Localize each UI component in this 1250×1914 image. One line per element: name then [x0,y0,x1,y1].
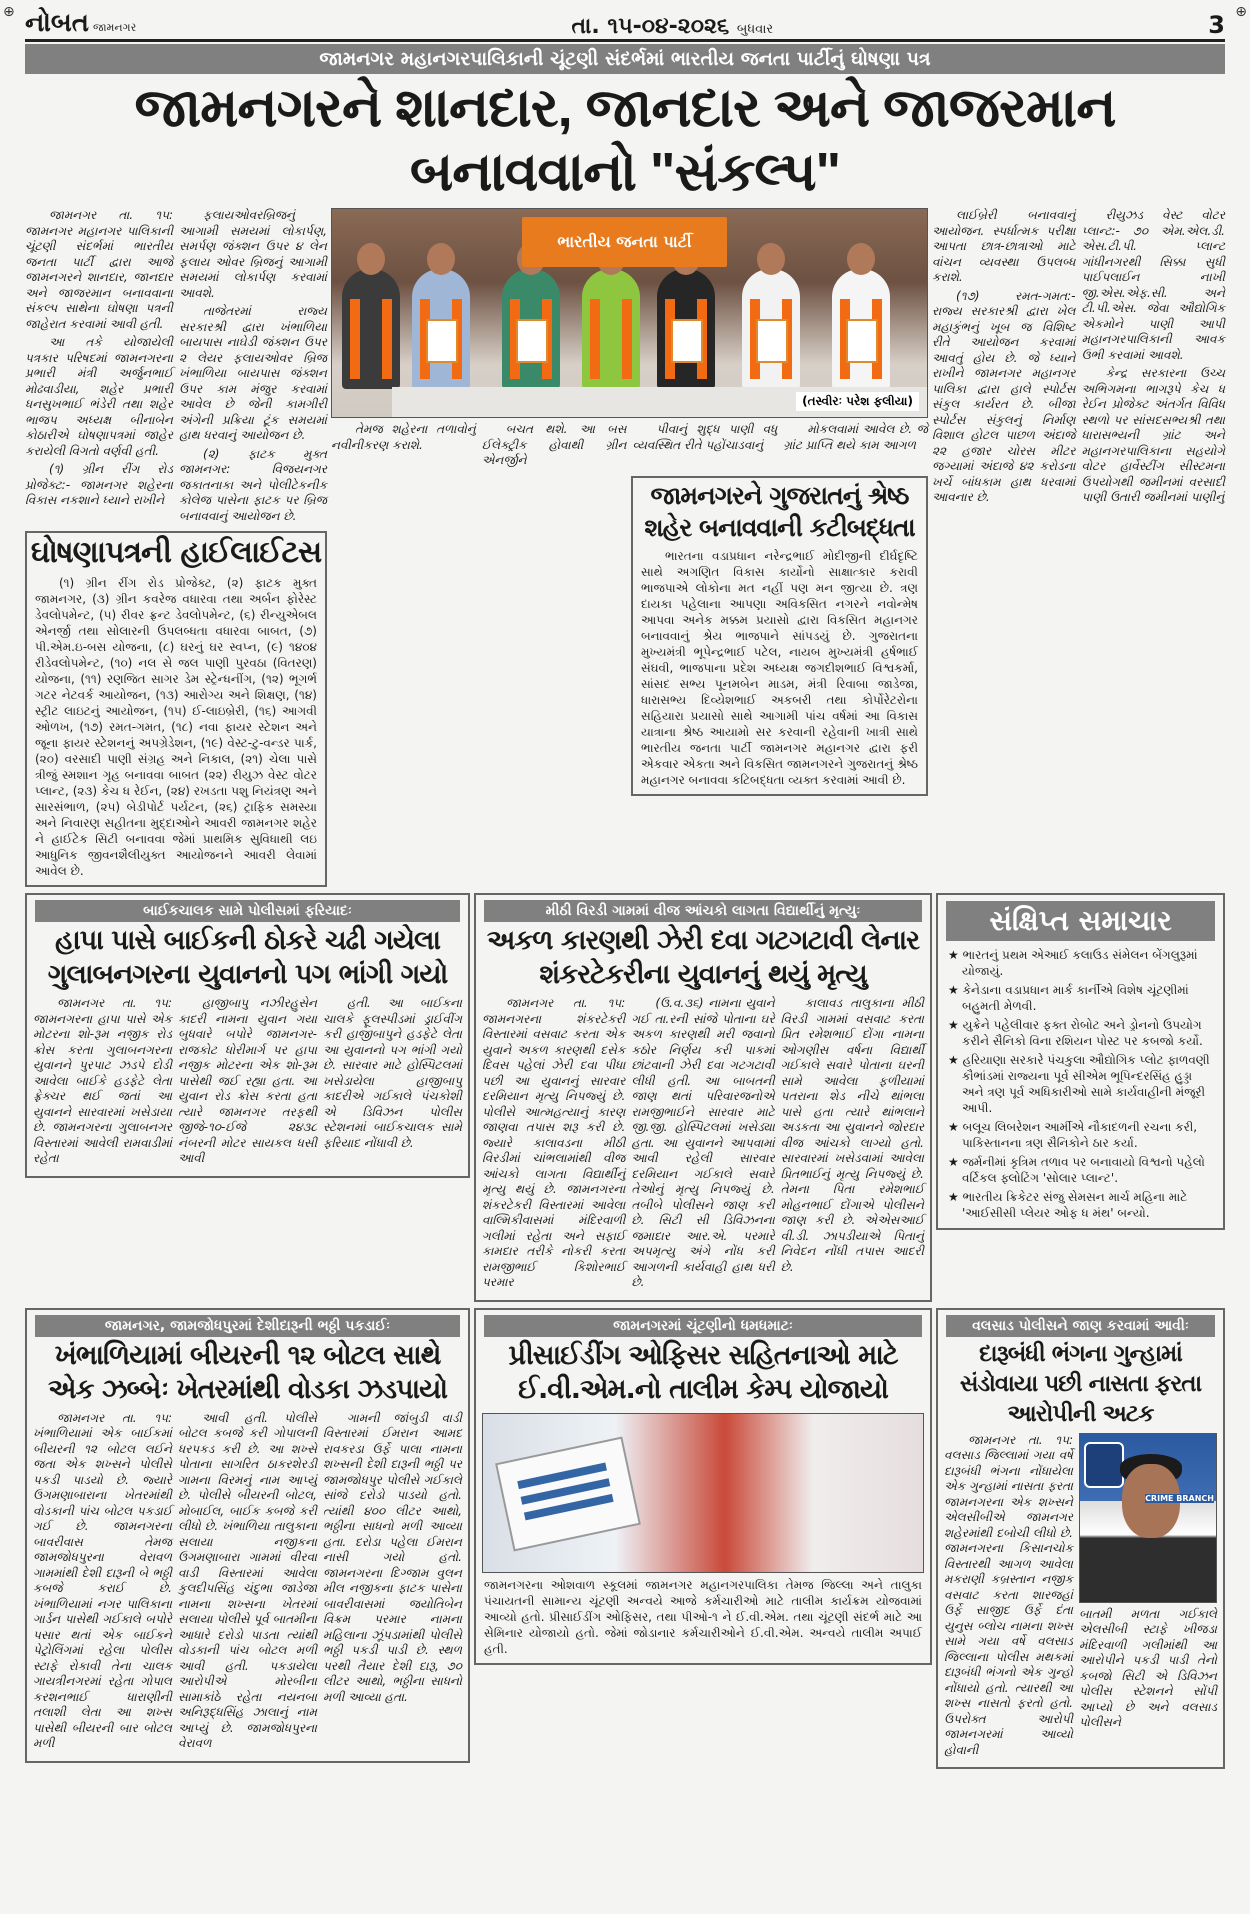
page-number: 3 [1208,11,1225,39]
paragraph: ગામની જાંબુડી વાડી વિસ્તારમાં ઈમરાન આમદ રાવકરડા ઉર્ફે પાલા નામના શખ્સની દેશી દારૂની ભઠ્ઠી પર જામજોધપુર પોલીસે ગઈકાલે સાંજે દરોડો પાડયો હતો. ત્યાંથી ૪૦૦ લીટર આથો, ભઠ્ઠીના સાધનો મળી આવ્યા હતા. દરોડા પહેલા ઈમરાન નાસી ગયો હતો. જામનગરના દિગ્જામ વુલન મીલ નજીકના ફાટક પાસેના બાવરીવાસમાં જયોતિબેન વિક્રમ પરમાર નામના મહિલાના ઝૂંપડામાંથી પોલીસે ભઠ્ઠી પકડી પાડી છે. સ્થળ પરથી તૈયાર દેશી દારૂ, ૭૦ લીટર આથો, ભઠ્ઠીના સાધનો મળી આવ્યા હતા. [323,1410,462,1704]
brief-news-list [938,947,1223,1228]
weekday: બુધવાર [736,22,774,37]
brief-news-item: ★ હરિયાણા સરકારે પંચકુલા ઔદ્યોગિક પ્લોટ ફાળવણી કૌભાંડમાં રાજ્યના પૂર્વ સીએમ ભૂપિન્દરસિંહ હુડ્ડા અને ત્રણ પૂર્વ અધિકારીઓ સામે કાર્યવાહીની મંજૂરી આપી. [946,1052,1215,1116]
paragraph: રીયુઝડ વેસ્ટ વોટર પ્લાન્ટ:- ૭૦ એમ.એલ.ડી. એસ.ટી.પી. પ્લાન્ટ ગાંધીનગરથી સિક્કા સુધી પાઈપલાઈન નાખી જી.એસ.એફ.સી. અને ટી.પી.એસ. જેવા ઔદ્યોગિક એકમોને પાણી આપી મહાનગરપાલિકાની આવક ઉભી કરવામાં આવશે. [1081,208,1225,362]
logo-text: નોબત [25,8,89,38]
story-column [631,996,774,1294]
main-headline: જામનગરને શાનદાર, જાનદાર અને જાજરમાન બનાવવાનો "સંકલ્પ" [134,78,1116,202]
highlights-text: (૧) ગ્રીન રીંગ રોડ પ્રોજેક્ટ, (૨) ફાટક મુક્ત જામનગર, (૩) ગ્રીન કવરેજ વધારવા તથા અર્બન ફોરેસ્ટ ડેવલોપમેન્ટ, (૫) રીવર ફ્રન્ટ ડેવલોપમેન્ટ, (૬) રીન્યુએબલ એનર્જી તથા સોલારની ઉપલબ્ધતા વધારવા બાબત, (૭) પી.એમ.ઇ-બસ યોજના, (૮) ઘરનું ઘર સ્વપ્ન, (૯) ૧૪૦૪ રીડેવલોપમેન્ટ, (૧૦) નલ સે જલ પાણી પુરવઠા (વિતરણ) યોજના, (૧૧) રણજિત સાગર ડેમ સ્ટ્રેન્ધનીંગ, (૧૨) ભૂગર્ભ ગટર નેટવર્ક આયોજન, (૧૩) આરોગ્ય અને શિક્ષણ, (૧૪) સ્ટ્રીટ લાઇટનું આયોજન, (૧૫) ઈ-લાઇબ્રેરી, (૧૬) આગવી ઓળખ, (૧૭) રમત-ગમત, (૧૮) નવા ફાયર સ્ટેશન અને જૂના ફાયર સ્ટેશનનું અપગ્રેડેશન, (૧૯) વેસ્ટ-ટુ-વન્ડર પાર્ક, (૨૦) વરસાદી પાણી સંગ્રહ અને નિકાલ, (૨૧) ચેલા પાસે ત્રીજું સ્મશાન ગૃહ બનાવવા બાબત (૨૨) રીયુઝ વેસ્ટ વોટર પ્લાન્ટ, (૨૩) કેચ ધ રેઈન, (૨૪) રખડતા પશુ નિયંત્રણ અને સારસંભાળ, (૨૫) બેડીપોર્ટ પર્યટન, (૨૬) ટ્રાફિક સમસ્યા અને નિવારણ સહીતના મુદ્દાઓને આવરી જામનગર શહેર ને હાઈટેક સિટી બનાવવા જેમાં પ્રાથમિક સુવિધાથી લઇ આધુનિક જીવનશૈલીયુક્ત આયોજનને આવરી લેવામાં આવેલ છે. [35,576,317,878]
story-headline: પ્રીસાઈડીંગ ઓફિસર સહિતનાઓ માટે ઈ.વી.એમ.નો તાલીમ કેમ્પ યોજાયો [508,1339,898,1405]
main-story-column-1 [25,208,173,512]
brief-news-item: ★ કેનેડાના વડાપ્રધાન માર્ક કાર્નીએ વિશેષ ચૂંટણીમાં બહુમતી મેળવી. [946,982,1215,1014]
evm-training-story [474,1308,932,1665]
paragraph: લાઈબ્રેરી બનાવવાનું આયોજન. સ્પર્ધાત્મક પરીક્ષા આપતા છાત્ર-છાત્રાઓ માટે વાંચન વ્યવસ્થા ઉપલબ્ધ કરાશે. [932,208,1076,284]
story-column [781,996,924,1278]
story-column [323,996,462,1154]
third-band [25,1308,1225,1770]
story-column [482,996,625,1294]
paragraph: બચત થશે. આ બસ ઈલેક્ટ્રીક હોવાથી ગ્રીન એનર્જીને [481,422,627,467]
paragraph: જામનગર તા. ૧૫: જામનગર મહાનગર પાલિકાની ચૂંટણી સંદર્ભમાં ભારતીય જનતા પાર્ટી દ્વારા આજે જામનગરને શાનદાર, જાનદાર અને જાજરમાન બનાવવાના સંકલ્પ સાથેના ઘોષણા પત્રની જાહેરાત કરવામાં આવી હતી. [25,208,173,331]
story-column [1079,1607,1217,1731]
second-band [25,893,1225,1302]
issue-date [571,14,773,39]
paragraph: આ તકે યોજાયેલી પત્રકાર પરિષદમાં જામનગરના પ્રભારી મંત્રી અર્જુનભાઈ મોઢવાડીયા, શહેર પ્રભારી ધનસુખભાઈ ભંડેરી તથા શહેર ભાજપ અધ્યક્ષ બીનાબેન કોઠારીએ ઘોષણાપત્રમાં જાહેર કરાયેલી વિગતો વર્ણવી હતી. [25,335,173,458]
brief-news-title: સંક્ષિપ્ત સમાચાર [946,901,1215,941]
commitment-title: જામનગરને ગુજરાતનું શ્રેષ્ઠ શહેર બનાવવાની કટીબદ્ધતા [644,480,915,542]
date-text: તા. ૧૫-૦૪-૨૦૨૬ [571,14,730,39]
edition-label: જામનગર [93,21,137,34]
paragraph: હાજીબાપુ નઝીરહુસેન કાદરી નામના યુવાન ગયા બુધવારે બપોરે જામનગર-રાજકોટ ધોરીમાર્ગ પર હાપા નજીક મોટરના એક શો-રૂમ પાસેથી જઈ રહ્યા હતા. આ યુવાન રોડ ક્રોસ કરતા હતા ત્યારે જામનગર તરફથી જીજે-૧૦-ઈજે ૨૪૩૮ નંબરની મોટર સાયકલ ધસી આવી [178,996,317,1165]
story-headline: અકળ કારણથી ઝેરી દવા ગટગટાવી લેનાર શંકરટેકરીના યુવાનનું થયું મૃત્યુ [486,925,920,990]
main-story-column-7 [932,208,1076,509]
paragraph: હતી. આ બાઈકના ચાલકે ફૂલસ્પીડમાં ડ્રાઈવીંગ કરી હાજીબાપુને હડફેટે લેતા આ યુવાનનો પગ ભાંગી ગયો છે. સારવાર માટે હોસ્પિટલમાં ખસેડાયેલા હાજીબાપુ કાદરીએ ગઈકાલે પંચકોશી એ ડિવિઝન પોલીસ સ્ટેશનમાં બાઈકચાલક સામે ફરિયાદ નોંધાવી છે. [323,996,462,1150]
main-story-column-3 [331,422,476,456]
story-headline: ખંભાળિયામાં બીયરની ૧૨ બોટલ સાથે એક ઝબ્બેઃ ખેતરમાંથી વોડકા ઝડપાયો [47,1339,448,1405]
bjp-banner: ભારતીય જનતા પાર્ટી [522,217,727,267]
brief-news-item: ★ જર્મનીમાં કૃત્રિમ તળાવ પર બનાવાયો વિશ્વનો પહેલો વર્ટિકલ ફ્લોટિંગ 'સોલાર પ્લાન્ટ'. [946,1154,1215,1186]
brief-news-item: ★ બલૂચ લિબરેશન આર્મીએ નૌકાદળની રચના કરી, પાકિસ્તાનના ત્રણ સૈનિકોને ઠાર કર્યા. [946,1119,1215,1151]
accused-photo [1079,1433,1217,1603]
main-story-column-2 [179,208,327,527]
paragraph: મોકલવામાં આવેલ છે. જે ગ્રાંટ પ્રાપ્તિ થયે કામ આગળ [783,422,928,452]
commitment-box [631,476,928,796]
paragraph: (૧૭) રમત-ગમત:- રાજ્ય સરકારશ્રી દ્વારા ખેલ મહાકુંભનું ખૂબ જ વિશિષ્ટ રીતે આયોજન કરવામાં આવતું હોય છે. જે ધ્યાને રાખીને જામનગર મહાનગર પાલિકા દ્વારા હાલે સ્પોર્ટસ સંકુલ કાર્યરત છે. બીજા સ્પોર્ટસ સંકુલનું નિર્માણ વિશાલ હોટલ પાછળ અંદાજે ૨૨ હજાર ચોરસ મીટર જગ્યામાં અંદાજે ૪૨ કરોડના ખર્ચે બાંધકામ હાથ ધરવામાં આવનાર છે. [932,288,1076,504]
liquor-seizure-story [25,1308,470,1763]
bike-accident-story [25,893,470,1178]
story-kicker: મીઠી વિરડી ગામમાં વીજ આંચકો લાગતા વિદ્યાર્થીનું મૃત્યુઃ [484,900,922,922]
poison-death-story [474,893,932,1302]
evm-training-photo [482,1413,924,1573]
paragraph: જામનગર તા. ૧૫: ખંભાળિયામાં એક બાઈકમાં બીયરની ૧૨ બોટલ લઈને જતા એક શખ્સને પોલીસે પકડી પાડયો છે. જ્યારે ઉગમણાબારાના ખેતરમાંથી વોડકાની પાંચ બોટલ પકડાઈ ગઈ છે. જામનગરના બાવરીવાસ તેમજ જામજોધપુરના વેરાવળ ગામમાંથી દેશી દારૂની બે ભઠ્ઠી કબજે કરાઈ છે. ખંભાળિયામાં નગર પાલિકાના ગાર્ડન પાસેથી ગઈકાલે બપોરે પસાર થતાં એક બાઈકને પેટ્રોલિંગમાં રહેલા પોલીસ સ્ટાફે રોકાવી તેના ચાલક ગાયત્રીનગરમાં રહેતા ગોપાલ કરશનભાઈ ધારાણીની તલાશી લેતા આ શખ્સ પાસેથી બીયરની બાર બોટલ મળી [33,1410,172,1750]
main-story-column-4 [482,422,627,472]
registration-mark-icon: ⊕ [3,4,15,20]
story-kicker: બાઈકચાલક સામે પોલીસમાં ફરિયાદઃ [35,900,460,922]
main-story-column-8 [1082,208,1226,509]
paragraph: જામનગર તા. ૧૫: જામનગરના શંકરટેકરી વિસ્તારમાં વસવાટ કરતા એક યુવાને અકળ કારણથી દસેક દિવસ પહેલાં ઝેરી દવા પીધા પછી આ યુવાનનું સારવાર દરમિયાન મૃત્યુ નિપજ્યું છે. પોલીસે આત્મહત્યાનું કારણ જાણવા તપાસ શરૂ કરી છે. જ્યારે કાલાવડના મીઠી વિરડીમાં ચાંભલામાંથી વીજ આંચકો લાગતા વિદ્યાર્થીનું મૃત્યુ થયું છે. જામનગરના શંકરટેકરી વિસ્તારમાં આવેલા વાલ્મિકીવાસમાં મંદિરવાળી ગલીમાં રહેતા અને સફાઈ કામદાર તરીકે નોકરી કરતા રામજીભાઈ કિશોરભાઈ પરમાર [482,996,626,1289]
brief-news-item: ★ યુક્રેને પહેલીવાર ફક્ત રોબોટ અને ડ્રોનનો ઉપયોગ કરીને સૈનિકો વિના રશિયન પોસ્ટ પર કબજો કર્યો. [946,1017,1215,1049]
registration-mark-icon: ⊕ [1235,4,1247,20]
paragraph: ફલાયઓવરબ્રિજનું આગામી સમયમાં લોકાર્પણ, સમર્પણ જંક્શન ઉપર ૪ લેન ફલાય ઓવર બ્રિજનું આગામી સમયમાં લોકાર્પણ કરવામાં આવશે. [179,208,327,300]
person-figure [742,269,800,389]
main-story-column-6 [783,422,928,456]
evm-machine-icon [495,1436,641,1551]
paragraph: (ઉ.વ.૩૬) નામના યુવાને ગઈ તા.રની સાંજે પોતાના ઘરે અકળ કારણથી મરી જવાનો કઠોર નિર્ણય કરી પાકમાં છાંટવાની ઝેરી દવા ગટગટાવી લીધી હતી. આ બાબતની જાણ થતાં પરિવારજનોએ રામજીભાઈને સારવાર માટે જી.જી. હોસ્પિટલમાં ખસેડ્યા હતા. આ યુવાનને આપવામાં આવી રહેલી સારવાર દરમિયાન ગઈકાલે સવારે તેઓનું મૃત્યુ નિપજ્યું છે. તબીબે પોલીસને જાણ કરી છે. સિટી સી ડિવિઝનના જમાદાર આર.એ. પરમારે અપમૃત્યુ અંગે નોંધ કરી આગળની કાર્યવાહી હાથ ધરી છે. [631,996,775,1289]
newspaper-logo [25,8,136,39]
paragraph: કેન્દ્ર સરકારના ઉચ્ચ અભિગમના ભાગરૂપે કેચ ધ રેઈન પ્રોજેક્ટ અંતર્ગત વિવિધ સ્થળો પર સાંસદસભ્યશ્રી તથા ધારાસભ્યની ગ્રાંટ અને મહાનગરપાલિકાના સહયોગે વોટર હાર્વેસ્ટીંગ સીસ્ટમના ઉપયોગથી જમીનમાં વરસાદી પાણી ઉતારી જમીનમાં પાણીનું [1081,366,1225,504]
police-emblem-icon [1084,1442,1124,1488]
person-figure [412,269,470,389]
photo-caption: જામનગરના ઓશવાળ સ્કૂલમાં જામનગર મહાનગરપાલિકા તેમજ જિલ્લા અને તાલુકા પંચાયતની સામાન્ય ચૂંટણી અન્વયે આજે કર્મચારીઓ માટે તાલીમ કાર્યક્રમ યોજવામાં આવ્યો હતો. પ્રીસાઈડીંગ ઓફિસર, તથા પીઓ-૧ ને ઈ.વી.એમ. તથા ચૂંટણી સંદર્ભ માટે આ સેમિનાર યોજાયો હતો. જેમાં જોડાનાર કર્મચારીઓને ઈ.વી.એમ. અન્વયે તાલીમ અપાઈ હતી. [484,1577,922,1656]
paragraph: કાલાવડ તાલુકાના મીઠી વિરડી ગામમાં વસવાટ કરતા પ્રિત રમેશભાઈ દોંગા નામના ઓગણીસ વર્ષના વિદ્યાર્થી ગઈકાલે સવારે પોતાના ઘરની સામે આવેલા ફળીયામાં પતરાના શેડ નીચે થાંભલા પાસે હતા ત્યારે થાંભલાને અડકતા આ યુવાનને જોરદાર વીજ આંચકો લાગ્યો હતો. સારવારમાં ખસેડવામાં આવેલા પ્રિતભાઈનું મૃત્યુ નિપજ્યું છે. તેમના પિતા રમેશભાઈ મોહનભાઈ દોંગાએ પોલીસને જાણ કરી છે. એએસઆઈ વી.ડી. ઝાપડીયાએ પિતાનું નિવેદન નોંધી તપાસ આદરી છે. [780,996,924,1274]
person-figure [657,269,715,389]
highlights-box [25,531,327,887]
story-headline: હાપા પાસે બાઈકની ઠોકરે ચઢી ગયેલા ગુલાબનગરના યુવાનનો પગ ભાંગી ગયો [47,925,448,990]
story-column [178,996,317,1170]
story-headline: દારૂબંધી ભંગના ગુન્હામાં સંડોવાયા પછી નાસતા ફરતા આરોપીની અટક [959,1340,1202,1427]
paragraph: (૧) ગ્રીન રીંગ રોડ પ્રોજેક્ટ:- જામનગર શહેરના વિકાસ નકશાને ધ્યાને રાખીને [25,462,173,507]
highlights-title: ઘોષણાપત્રની હાઈલાઈટસ [30,535,322,570]
main-story-right [932,208,1225,509]
brief-news-item: ★ ભારતીય ક્રિકેટર સંજુ સેમસન માર્ચ મહિના માટે 'આઈસીસી પ્લેયર ઓફ ધ મંથ' બન્યો. [946,1189,1215,1221]
person-figure [502,269,560,389]
story-column [323,1411,462,1709]
commitment-text: ભારતના વડાપ્રધાન નરેન્દ્રભાઈ મોદીજીની દીર્ઘદૃષ્ટિ સાથે અગણિત વિકાસ કાર્યોનો સાક્ષાત્કાર કરાવી ભાજપાએ લોકોના મત નહીં પણ મન જીત્યા છે. ત્રણ દાયકા પહેલાના આપણા અવિકસિત નગરને નવોન્મેષ આપવા અનેક મક્કમ પ્રયાસો દ્વારા વિકસિત મહાનગર બનાવવાનું શ્રેય ભાજપાને સાંપડયું છે. ગુજરાતના મુખ્યમંત્રી ભૂપેન્દ્રભાઈ પટેલ, નાયબ મુખ્યમંત્રી હર્ષભાઈ સંઘવી, ભાજપાના પ્રદેશ અધ્યક્ષ જગદીશભાઈ વિશ્વકર્મા, સાંસદ સભ્ય પૂનમબેન માડમ, મંત્રી રિવાબા જાડેજા, ધારાસભ્ય દિવ્યેશભાઈ અકબરી તથા કોર્પોરેટરોના સહિયારા પ્રયાસો સાથે આગામી પાંચ વર્ષમાં આ વિકાસ યાત્રાના શ્રેષ્ઠ આયામો સર કરવાની રહેવાની ખાત્રી સાથે ભારતીય જનતા પાર્ટી જામનગર મહાનગર દ્વારા ફરી એકવાર એકતા અને વિકસિત જામનગરને ગુજરાતનું શ્રેષ્ઠ મહાનગર બનાવવા કટિબદ્ધતા વ્યક્ત કરવામાં આવી છે. [641,548,918,787]
paragraph: જામનગર તા. ૧૫: વલસાડ જિલ્લામાં ગયા વર્ષે દારૂબંધી ભંગના નોંધાયેલા એક ગુન્હામાં નાસતા ફરતા જામનગરના એક શખ્સને એલસીબીએ જામનગર શહેરમાંથી દબોચી લીધો છે. જામનગરના કિસાનચોક વિસ્તારથી આગળ આવેલા મકરાણી કબ્રસ્તાન નજીક વસવાટ કરતા શારજહાં ઉર્ફે સાજીદ ઉર્ફે દંતા યુનુસ બ્લોચ નામના શખ્સ સામે ગયા વર્ષે વલસાડ જિલ્લાના પોલીસ મથકમાં દારૂબંધી ભંગનો એક ગુન્હો નોંધાયો હતો. ત્યારથી આ શખ્સ નાસતો ફરતો હતો. ઉપરોક્ત આરોપી જામનગરમાં આવ્યો હોવાની [944,1432,1073,1757]
paragraph: તેમજ શહેરના તળાવોનું નવીનીકરણ કરાશે. [331,422,476,452]
main-story-left [25,208,327,887]
paragraph: બાતમી મળતા ગઈકાલે એલસીબી સ્ટાફે ખીજડા મંદિરવાળી ગલીમાંથી આ આરોપીને પકડી પાડી તેનો કબજો સિટી એ ડિવિઝન પોલીસ સ્ટેશનને સોંપી આપ્યો છે અને વલસાડ પોલીસને [1079,1606,1217,1729]
person-figure [832,269,890,389]
main-story [25,208,1225,887]
section-banner: જામનગર મહાનગરપાલિકાની ચૂંટણી સંદર્ભમાં ભારતીય જનતા પાર્ટીનું ઘોષણા પત્ર [25,44,1225,74]
masthead [3,0,1247,42]
story-kicker: વલસાડ પોલીસને જાણ કરવામાં આવીઃ [946,1315,1215,1337]
story-kicker: જામનગરમાં ચૂંટણીનો ધમધમાટઃ [484,1315,922,1337]
paragraph: તાજેતરમાં રાજ્ય સરકારશ્રી દ્વારા ખંભાળિયા બાયપાસ નાઘેડી જંક્શન ઉપર ૨ લેયર ફલાયઓવર બ્રિજ ખંભાળિયા બાયપાસ જંક્શન ઉપર કામ મંજુર કરવામાં આવેલ છે જેની કામગીરી અંગેની પ્રક્રિયા ટૂંક સમયમાં હાથ ધરવાનું આયોજન છે. [179,304,327,442]
photo-backdrop-text: CRIME BRANCH [1145,1493,1214,1503]
story-column [33,996,172,1170]
person-figure [582,269,640,389]
brief-news-item: ★ ભારતનું પ્રથમ એઆઈ કલાઉડ સંમેલન બેંગલુરૂમાં યોજાયું. [946,947,1215,979]
story-column [178,1411,317,1755]
story-right-stack [1079,1433,1217,1734]
main-story-middle [331,208,928,796]
story-column [33,1411,172,1755]
paragraph: પીવાનું શુદ્ધ પાણી વધુ વ્યવસ્થિત રીતે પહોંચાડવાનું [632,422,778,452]
story-column [944,1433,1073,1762]
paragraph: આવી હતી. પોલીસે બોટલ કબજે કરી ગોપાલની ધરપકડ કરી છે. આ શખ્સે પોતાના સાગરિત ઠાકરશેરડી ગામના વિરમનું નામ આપ્યું છે. પોલીસે બીયરની બોટલ, મોબાઈલ, બાઈક કબજે કરી લીધો છે. ખંભાળિયા તાલુકાના સલાયા નજીકના ઉગમણાબારા ગામમાં વીરવા વાડી વિસ્તારમાં આવેલા કુલદીપસિંહ ચંદુભા જાડેજા નામના શખ્સના ખેતરમાં સલાયા પોલીસે પૂર્વ બાતમીના આધારે દરોડો પાડતા ત્યાંથી વોડકાની પાંચ બોટલ મળી આવી હતી. પકડાયેલા આરોપીએ મોરબીના સામાકાંઠે રહેતા નયનબા અનિરૂદ્ધસિંહ ઝાલાનું નામ આપ્યું છે. જામજોધપુરના વેરાવળ [178,1410,317,1750]
paragraph: જામનગર તા. ૧૫: જામનગરના હાપા પાસે એક મોટરના શો-રૂમ નજીક રોડ ક્રોસ કરતા ગુલાબનગરના યુવાનને પુરપાટ ઝડપે દોડી આવેલા બાઈકે હડફેટે લેતા ફ્રેક્ચર થઈ જતાં આ યુવાનને સારવારમાં ખસેડાયા છે. જામનગરના ગુલાબનગર વિસ્તારમાં આવેલી રામવાડીમાં રહેતા [33,996,172,1165]
paragraph: (૨) ફાટક મુક્ત જામનગર: વિજયનગર જકાતનાકા અને પોલીટેકનીક કોલેજ પાસેના ફાટક પર બ્રિજ બનાવવાનું આયોજન છે. [179,446,327,523]
absconder-arrest-story [936,1308,1225,1770]
manifesto-release-photo [331,208,928,418]
brief-news-box [936,893,1225,1230]
main-story-column-5 [633,422,778,456]
person-figure [342,269,400,389]
photo-credit: (તસ્વીરઃ પરેશ ફલીયા) [796,392,919,411]
story-kicker: જામનગર, જામજોધપુરમાં દેશીદારૂની ભઠ્ઠી પકડાઈઃ [35,1315,460,1337]
